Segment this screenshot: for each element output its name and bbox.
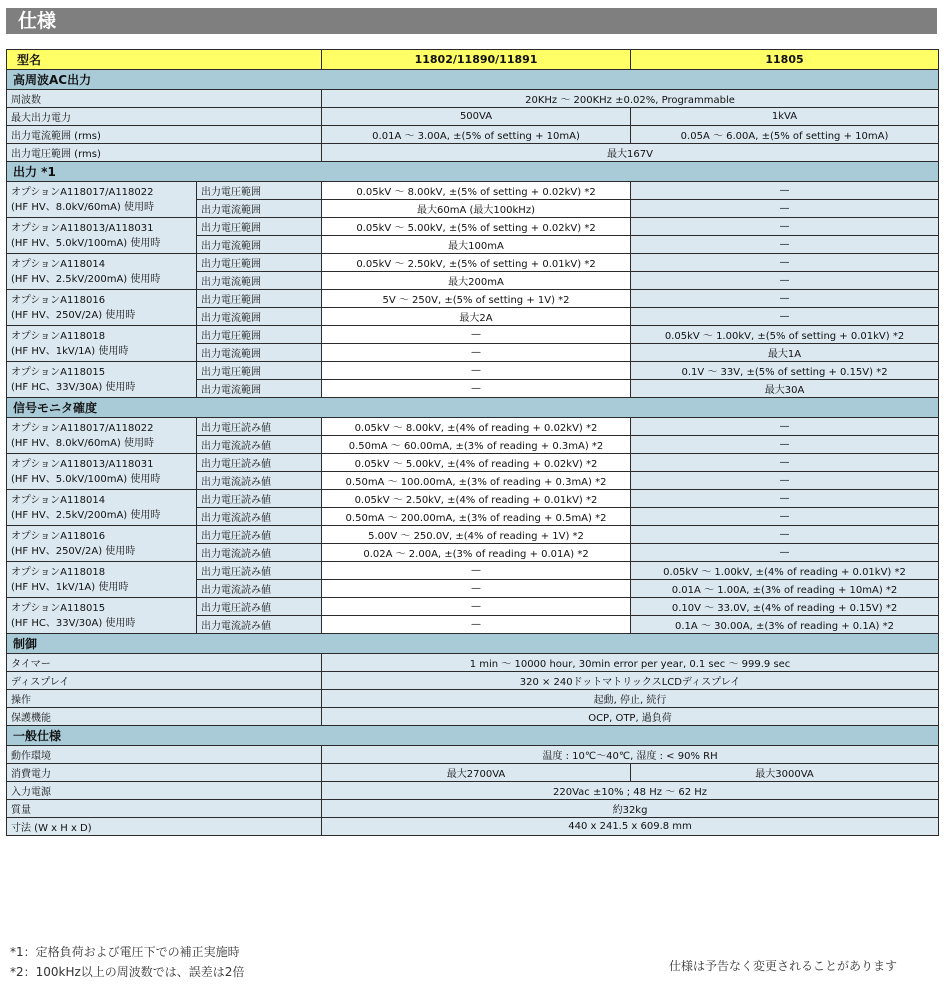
monitor-option bbox=[7, 526, 197, 562]
table-row bbox=[7, 454, 939, 472]
monitor-value-model-1: — bbox=[322, 598, 631, 616]
option-rating: (HF HC、33V/30A) 使用時 bbox=[11, 381, 136, 393]
output-value-model-1: 5V ～ 250V, ±(5% of setting + 1V) *2 bbox=[322, 290, 631, 308]
ac-value-model-1: 500VA bbox=[322, 108, 631, 126]
option-rating: (HF HV、8.0kV/60mA) 使用時 bbox=[11, 437, 155, 449]
monitor-value-model-1: 0.50mA ～ 60.00mA, ±(3% of reading + 0.3mA) *2 bbox=[322, 436, 631, 454]
monitor-value-model-2: — bbox=[631, 418, 939, 436]
monitor-value-model-1: — bbox=[322, 616, 631, 634]
ac-label: 出力電流範囲 (rms) bbox=[7, 126, 322, 144]
output-value-model-2: — bbox=[631, 182, 939, 200]
output-value-model-2: — bbox=[631, 200, 939, 218]
table-row bbox=[7, 800, 939, 818]
control-label: 操作 bbox=[7, 690, 322, 708]
table-row bbox=[7, 108, 939, 126]
monitor-value-model-1: 0.05kV ～ 2.50kV, ±(4% of reading + 0.01kV) *2 bbox=[322, 490, 631, 508]
monitor-value-model-1: — bbox=[322, 580, 631, 598]
output-param: 出力電流範囲 bbox=[197, 272, 322, 290]
ac-value-model-1: 0.01A ～ 3.00A, ±(5% of setting + 10mA) bbox=[322, 126, 631, 144]
control-label: 保護機能 bbox=[7, 708, 322, 726]
output-param: 出力電圧範囲 bbox=[197, 182, 322, 200]
table-row bbox=[7, 708, 939, 726]
table-header-row bbox=[7, 50, 939, 70]
monitor-value-model-2: 0.1A ～ 30.00A, ±(3% of reading + 0.1A) *2 bbox=[631, 616, 939, 634]
monitor-value-model-2: — bbox=[631, 490, 939, 508]
monitor-value-model-2: 0.05kV ～ 1.00kV, ±(4% of reading + 0.01kV) *2 bbox=[631, 562, 939, 580]
output-option bbox=[7, 290, 197, 326]
table-row bbox=[7, 746, 939, 764]
output-value-model-1: — bbox=[322, 362, 631, 380]
output-option bbox=[7, 326, 197, 362]
option-rating: (HF HV、2.5kV/200mA) 使用時 bbox=[11, 509, 161, 521]
output-value-model-1: 最大60mA (最大100kHz) bbox=[322, 200, 631, 218]
section-control bbox=[7, 634, 939, 654]
ac-value: 最大167V bbox=[322, 144, 939, 162]
option-model: オプションA118017/A118022 bbox=[11, 422, 154, 434]
table-row bbox=[7, 218, 939, 236]
output-param: 出力電流範囲 bbox=[197, 200, 322, 218]
option-rating: (HF HV、250V/2A) 使用時 bbox=[11, 545, 136, 557]
option-rating: (HF HV、1kV/1A) 使用時 bbox=[11, 345, 129, 357]
footnote-2: *2：100kHz以上の周波数では、誤差は2倍 bbox=[10, 965, 245, 979]
monitor-value-model-1: 0.50mA ～ 200.00mA, ±(3% of reading + 0.5mA) *2 bbox=[322, 508, 631, 526]
option-rating: (HF HV、250V/2A) 使用時 bbox=[11, 309, 136, 321]
monitor-param: 出力電圧読み値 bbox=[197, 598, 322, 616]
output-option bbox=[7, 254, 197, 290]
table-row bbox=[7, 362, 939, 380]
monitor-value-model-2: — bbox=[631, 454, 939, 472]
output-param: 出力電流範囲 bbox=[197, 236, 322, 254]
general-label: 消費電力 bbox=[7, 764, 322, 782]
ac-label: 周波数 bbox=[7, 90, 322, 108]
control-value: 1 min ～ 10000 hour, 30min error per year, 0.1 sec ～ 999.9 sec bbox=[322, 654, 939, 672]
monitor-value-model-2: — bbox=[631, 472, 939, 490]
option-model: オプションA118013/A118031 bbox=[11, 458, 154, 470]
output-value-model-2: — bbox=[631, 272, 939, 290]
option-model: オプションA118017/A118022 bbox=[11, 186, 154, 198]
monitor-value-model-1: — bbox=[322, 562, 631, 580]
option-rating: (HF HV、8.0kV/60mA) 使用時 bbox=[11, 201, 155, 213]
monitor-param: 出力電流読み値 bbox=[197, 544, 322, 562]
ac-value-model-2: 1kVA bbox=[631, 108, 939, 126]
table-row bbox=[7, 690, 939, 708]
section-output-title: 出力 *1 bbox=[7, 162, 939, 182]
output-value-model-2: — bbox=[631, 254, 939, 272]
monitor-value-model-2: 0.10V ～ 33.0V, ±(4% of reading + 0.15V) *2 bbox=[631, 598, 939, 616]
ac-value-model-2: 0.05A ～ 6.00A, ±(5% of setting + 10mA) bbox=[631, 126, 939, 144]
ac-label: 最大出力電力 bbox=[7, 108, 322, 126]
general-value-model-1: 最大2700VA bbox=[322, 764, 631, 782]
section-output bbox=[7, 162, 939, 182]
output-param: 出力電圧範囲 bbox=[197, 362, 322, 380]
option-rating: (HF HV、1kV/1A) 使用時 bbox=[11, 581, 129, 593]
option-model: オプションA118015 bbox=[11, 602, 106, 614]
table-row bbox=[7, 654, 939, 672]
general-value: 約32kg bbox=[322, 800, 939, 818]
option-rating: (HF HV、5.0kV/100mA) 使用時 bbox=[11, 473, 161, 485]
option-model: オプションA118015 bbox=[11, 366, 106, 378]
monitor-param: 出力電圧読み値 bbox=[197, 418, 322, 436]
output-value-model-2: 0.1V ～ 33V, ±(5% of setting + 0.15V) *2 bbox=[631, 362, 939, 380]
general-label: 動作環境 bbox=[7, 746, 322, 764]
general-value: 440 x 241.5 x 609.8 mm bbox=[322, 818, 939, 836]
general-value-model-2: 最大3000VA bbox=[631, 764, 939, 782]
general-label: 入力電源 bbox=[7, 782, 322, 800]
table-row bbox=[7, 126, 939, 144]
ac-label: 出力電圧範囲 (rms) bbox=[7, 144, 322, 162]
control-value: 起動, 停止, 続行 bbox=[322, 690, 939, 708]
output-option bbox=[7, 182, 197, 218]
control-value: 320 × 240ドットマトリックスLCDディスプレイ bbox=[322, 672, 939, 690]
table-row bbox=[7, 90, 939, 108]
control-label: ディスプレイ bbox=[7, 672, 322, 690]
monitor-param: 出力電流読み値 bbox=[197, 472, 322, 490]
output-value-model-2: — bbox=[631, 218, 939, 236]
output-value-model-1: 0.05kV ～ 5.00kV, ±(5% of setting + 0.02kV) *2 bbox=[322, 218, 631, 236]
monitor-param: 出力電流読み値 bbox=[197, 436, 322, 454]
output-value-model-1: 最大200mA bbox=[322, 272, 631, 290]
model-col-1: 11802/11890/11891 bbox=[322, 50, 631, 70]
option-model: オプションA118018 bbox=[11, 566, 106, 578]
monitor-option bbox=[7, 454, 197, 490]
monitor-value-model-2: — bbox=[631, 526, 939, 544]
spec-table-body bbox=[7, 50, 939, 836]
section-monitor-accuracy bbox=[7, 398, 939, 418]
section-monitor-accuracy-title: 信号モニタ確度 bbox=[7, 398, 939, 418]
table-row bbox=[7, 144, 939, 162]
section-general bbox=[7, 726, 939, 746]
monitor-value-model-2: — bbox=[631, 436, 939, 454]
page-title: 仕様 bbox=[6, 8, 937, 34]
monitor-param: 出力電圧読み値 bbox=[197, 526, 322, 544]
output-value-model-1: — bbox=[322, 344, 631, 362]
general-label: 質量 bbox=[7, 800, 322, 818]
model-header: 型名 bbox=[7, 50, 322, 70]
output-value-model-2: — bbox=[631, 236, 939, 254]
control-label: タイマー bbox=[7, 654, 322, 672]
output-value-model-1: — bbox=[322, 380, 631, 398]
output-value-model-1: 最大2A bbox=[322, 308, 631, 326]
output-value-model-1: — bbox=[322, 326, 631, 344]
option-model: オプションA118016 bbox=[11, 294, 106, 306]
control-value: OCP, OTP, 過負荷 bbox=[322, 708, 939, 726]
change-notice: 仕様は予告なく変更されることがあります bbox=[669, 959, 898, 973]
output-value-model-2: 最大1A bbox=[631, 344, 939, 362]
output-value-model-1: 0.05kV ～ 8.00kV, ±(5% of setting + 0.02kV) *2 bbox=[322, 182, 631, 200]
table-row bbox=[7, 490, 939, 508]
table-row bbox=[7, 526, 939, 544]
output-value-model-2: 0.05kV ～ 1.00kV, ±(5% of setting + 0.01kV) *2 bbox=[631, 326, 939, 344]
monitor-option bbox=[7, 562, 197, 598]
output-value-model-1: 0.05kV ～ 2.50kV, ±(5% of setting + 0.01kV) *2 bbox=[322, 254, 631, 272]
output-param: 出力電圧範囲 bbox=[197, 290, 322, 308]
output-value-model-2: 最大30A bbox=[631, 380, 939, 398]
section-general-title: 一般仕様 bbox=[7, 726, 939, 746]
output-param: 出力電流範囲 bbox=[197, 380, 322, 398]
table-row bbox=[7, 598, 939, 616]
section-hf-ac-output-title: 高周波AC出力 bbox=[7, 70, 939, 90]
table-row bbox=[7, 326, 939, 344]
monitor-param: 出力電圧読み値 bbox=[197, 454, 322, 472]
output-param: 出力電圧範囲 bbox=[197, 326, 322, 344]
table-row bbox=[7, 764, 939, 782]
output-value-model-2: — bbox=[631, 290, 939, 308]
output-param: 出力電圧範囲 bbox=[197, 254, 322, 272]
table-row bbox=[7, 672, 939, 690]
spec-table bbox=[6, 49, 939, 836]
monitor-option bbox=[7, 490, 197, 526]
monitor-param: 出力電流読み値 bbox=[197, 508, 322, 526]
table-row bbox=[7, 290, 939, 308]
table-row bbox=[7, 254, 939, 272]
output-param: 出力電流範囲 bbox=[197, 344, 322, 362]
option-model: オプションA118018 bbox=[11, 330, 106, 342]
option-model: オプションA118014 bbox=[11, 258, 106, 270]
general-value: 温度 : 10℃～40℃, 湿度 : < 90% RH bbox=[322, 746, 939, 764]
monitor-param: 出力電圧読み値 bbox=[197, 562, 322, 580]
monitor-param: 出力電流読み値 bbox=[197, 580, 322, 598]
monitor-param: 出力電圧読み値 bbox=[197, 490, 322, 508]
monitor-value-model-1: 0.05kV ～ 5.00kV, ±(4% of reading + 0.02kV) *2 bbox=[322, 454, 631, 472]
option-rating: (HF HV、5.0kV/100mA) 使用時 bbox=[11, 237, 161, 249]
table-row bbox=[7, 818, 939, 836]
output-param: 出力電流範囲 bbox=[197, 308, 322, 326]
footnote-1: *1：定格負荷および電圧下での補正実施時 bbox=[10, 945, 240, 959]
option-model: オプションA118013/A118031 bbox=[11, 222, 154, 234]
output-option bbox=[7, 362, 197, 398]
table-row bbox=[7, 418, 939, 436]
table-row bbox=[7, 562, 939, 580]
option-rating: (HF HV、2.5kV/200mA) 使用時 bbox=[11, 273, 161, 285]
general-value: 220Vac ±10% ; 48 Hz ～ 62 Hz bbox=[322, 782, 939, 800]
output-value-model-1: 最大100mA bbox=[322, 236, 631, 254]
monitor-value-model-1: 0.50mA ～ 100.00mA, ±(3% of reading + 0.3mA) *2 bbox=[322, 472, 631, 490]
monitor-value-model-1: 0.02A ～ 2.00A, ±(3% of reading + 0.01A) *2 bbox=[322, 544, 631, 562]
monitor-option bbox=[7, 598, 197, 634]
table-row bbox=[7, 182, 939, 200]
monitor-value-model-1: 0.05kV ～ 8.00kV, ±(4% of reading + 0.02kV) *2 bbox=[322, 418, 631, 436]
output-param: 出力電圧範囲 bbox=[197, 218, 322, 236]
section-control-title: 制御 bbox=[7, 634, 939, 654]
table-row bbox=[7, 782, 939, 800]
output-option bbox=[7, 218, 197, 254]
option-model: オプションA118016 bbox=[11, 530, 106, 542]
option-rating: (HF HC、33V/30A) 使用時 bbox=[11, 617, 136, 629]
monitor-option bbox=[7, 418, 197, 454]
model-col-2: 11805 bbox=[631, 50, 939, 70]
option-model: オプションA118014 bbox=[11, 494, 106, 506]
section-hf-ac-output bbox=[7, 70, 939, 90]
ac-value: 20KHz ～ 200KHz ±0.02%, Programmable bbox=[322, 90, 939, 108]
general-label: 寸法 (W x H x D) bbox=[7, 818, 322, 836]
monitor-value-model-2: — bbox=[631, 508, 939, 526]
monitor-param: 出力電流読み値 bbox=[197, 616, 322, 634]
monitor-value-model-2: 0.01A ～ 1.00A, ±(3% of reading + 10mA) *2 bbox=[631, 580, 939, 598]
monitor-value-model-1: 5.00V ～ 250.0V, ±(4% of reading + 1V) *2 bbox=[322, 526, 631, 544]
monitor-value-model-2: — bbox=[631, 544, 939, 562]
output-value-model-2: — bbox=[631, 308, 939, 326]
